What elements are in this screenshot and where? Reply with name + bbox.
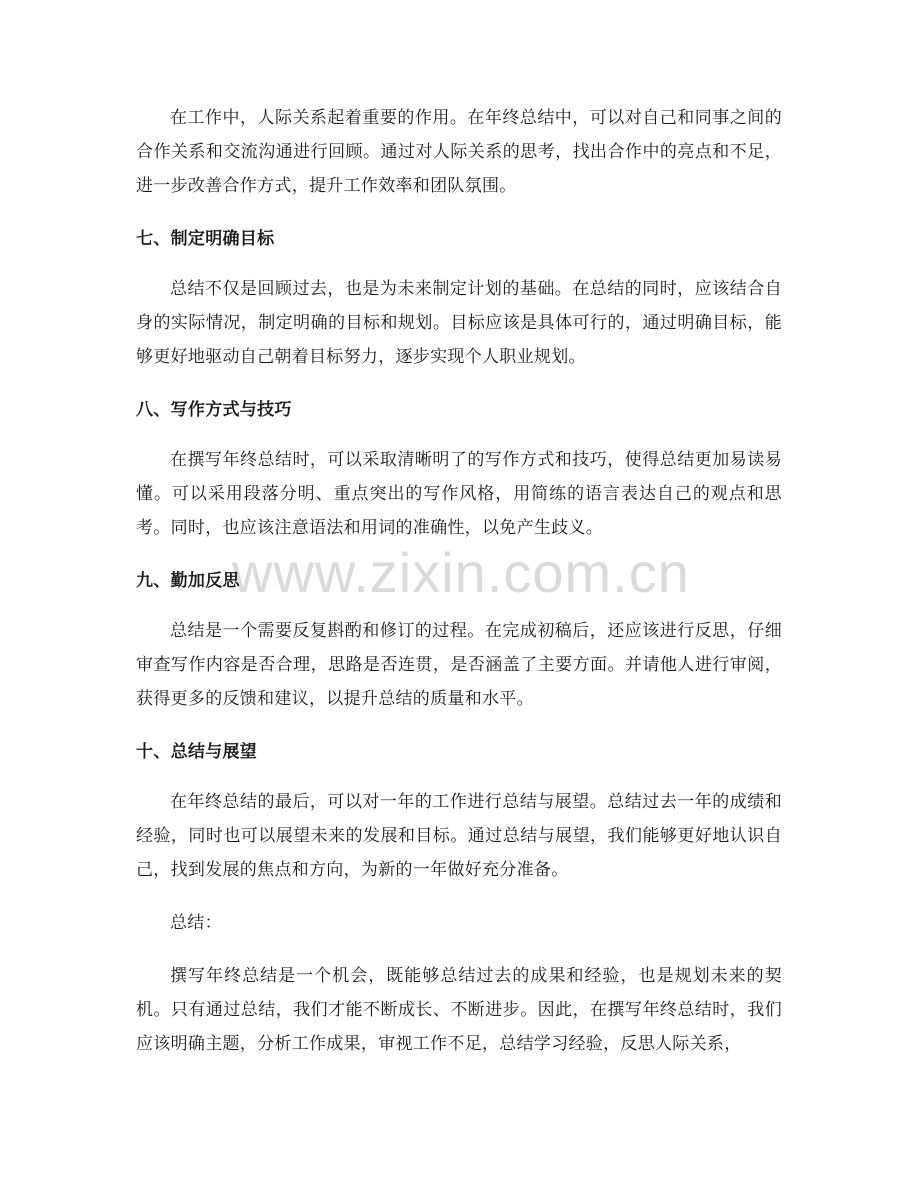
watermark: www.zixin.com.cn bbox=[232, 541, 690, 604]
paragraph-interpersonal: 在工作中，人际关系起着重要的作用。在年终总结中，可以对自己和同事之间的合作关系和交流沟通进行回顾。通过对人际关系的思考，找出合作中的亮点和不足，进一步改善合作方式，提升工作效率和团队氛围。 bbox=[136, 108, 782, 196]
paragraph-section-10: 在年终总结的最后，可以对一年的工作进行总结与展望。总结过去一年的成绩和经验，同时也可以展望未来的发展和目标。通过总结与展望，我们能够更好地认识自己，找到发展的焦点和方向，为新的一年做好充分准备。 bbox=[136, 792, 782, 880]
heading-section-7: 七、制定明确目标 bbox=[136, 229, 275, 249]
heading-section-8: 八、写作方式与技巧 bbox=[136, 400, 292, 420]
paragraph-section-7: 总结不仅是回顾过去，也是为未来制定计划的基础。在总结的同时，应该结合自身的实际情况，制定明确的目标和规划。目标应该是具体可行的，通过明确目标，能够更好地驱动自己朝着目标努力，逐步实现个人职业规划。 bbox=[136, 279, 782, 367]
paragraph-summary: 撰写年终总结是一个机会，既能够总结过去的成果和经验，也是规划未来的契机。只有通过总结，我们才能不断成长、不断进步。因此，在撰写年终总结时，我们应该明确主题，分析工作成果，审视工作不足，总结学习经验，反思人际关系， bbox=[136, 966, 782, 1054]
heading-section-9: 九、勤加反思 bbox=[136, 571, 240, 591]
paragraph-section-9: 总结是一个需要反复斟酌和修订的过程。在完成初稿后，还应该进行反思，仔细审查写作内容是否合理，思路是否连贯，是否涵盖了主要方面。并请他人进行审阅，获得更多的反馈和建议，以提升总结的质量和水平。 bbox=[136, 621, 782, 709]
summary-label: 总结： bbox=[170, 913, 222, 933]
document-body bbox=[136, 101, 782, 1061]
heading-section-10: 十、总结与展望 bbox=[136, 742, 258, 762]
paragraph-section-8: 在撰写年终总结时，可以采取清晰明了的写作方式和技巧，使得总结更加易读易懂。可以采用段落分明、重点突出的写作风格，用简练的语言表达自己的观点和思考。同时，也应该注意语法和用词的准确性，以免产生歧义。 bbox=[136, 450, 782, 538]
